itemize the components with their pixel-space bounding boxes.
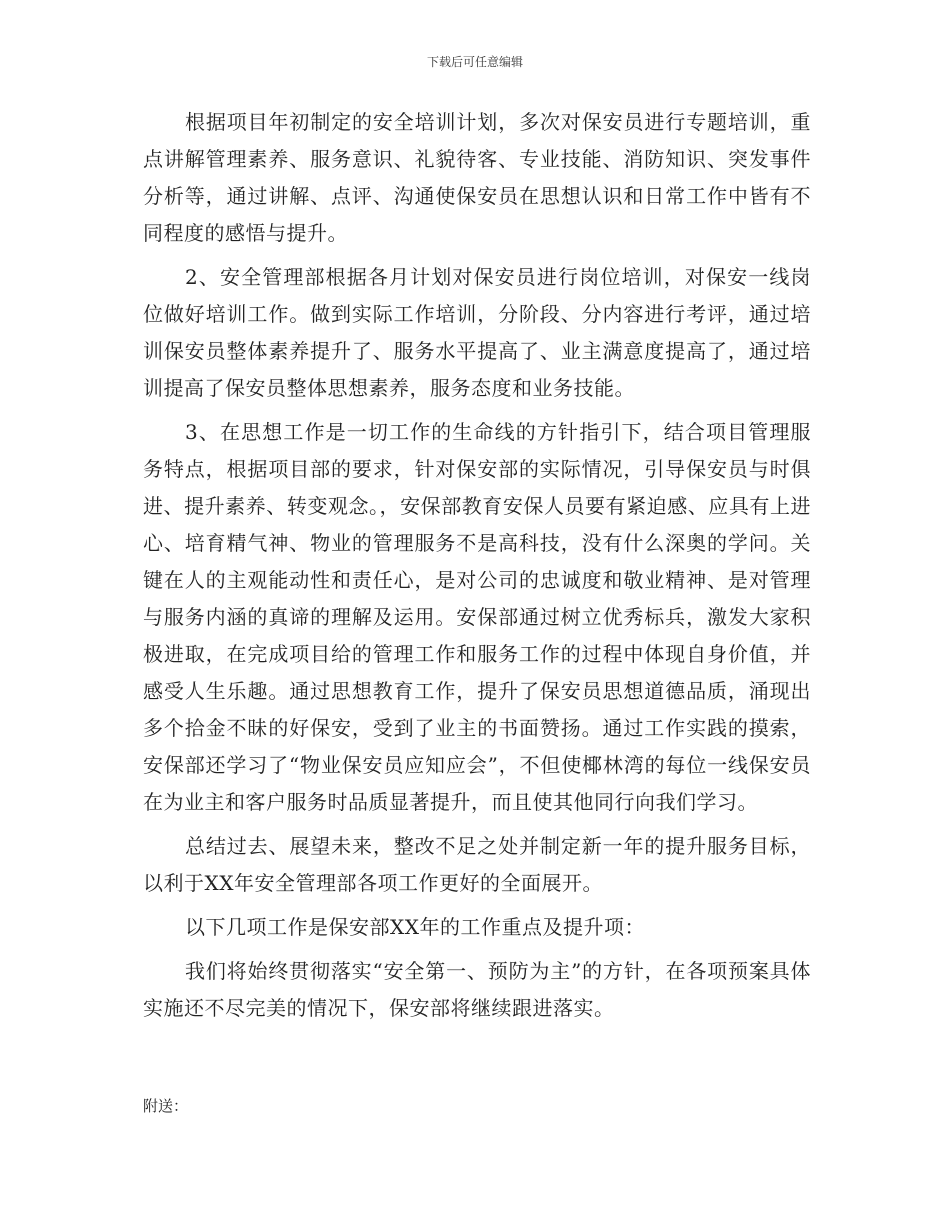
paragraph-safety-policy: 我们将始终贯彻落实“安全第一、预防为主”的方针，在各项预案具体实施还不尽完美的情况下，保安部将继续跟进落实。: [143, 959, 811, 1020]
paragraph-training-plan: 根据项目年初制定的安全培训计划，多次对保安员进行专题培训，重点讲解管理素养、服务意识、礼貌待客、专业技能、消防知识、突发事件分析等，通过讲解、点评、沟通使保安员在思想认识和日常工作中皆有不同程度的感悟与提升。: [143, 110, 811, 245]
paragraph-post-training: 2、安全管理部根据各月计划对保安员进行岗位培训，对保安一线岗位做好培训工作。做到实际工作培训，分阶段、分内容进行考评，通过培训保安员整体素养提升了、服务水平提高了、业主满意度提高了，通过培训提高了保安员整体思想素养，服务态度和业务技能。: [143, 265, 811, 400]
appendix-label: 附送：: [143, 1097, 189, 1115]
page-header-note: 下载后可任意编辑: [426, 55, 523, 69]
paragraph-key-work-intro: 以下几项工作是保安部XX年的工作重点及提升项：: [185, 915, 645, 939]
paragraph-summary: 总结过去、展望未来，整改不足之处并制定新一年的提升服务目标，以利于XX年安全管理部各项工作更好的全面展开。: [143, 834, 811, 895]
paragraph-ideological-work: 3、在思想工作是一切工作的生命线的方针指引下，结合项目管理服务特点，根据项目部的要求，针对保安部的实际情况，引导保安员与时俱进、提升素养、转变观念。，安保部教育安保人员要有紧迫感、应具有上进心、培育精气神、物业的管理服务不是高科技，没有什么深奥的学问。关键在人的主观能动性和责任心，是对公司的忠诚度和敬业精神、是对管理与服务内涵的真谛的理解及运用。安保部通过树立优秀标兵，激发大家积极进取，在完成项目给的管理工作和服务工作的过程中体现自身价值，并感受人生乐趣。通过思想教育工作，提升了保安员思想道德品质，涌现出多个拾金不昧的好保安，受到了业主的书面赞扬。通过工作实践的摸索，安保部还学习了“物业保安员应知应会”，不但使椰林湾的每位一线保安员在为业主和客户服务时品质显著提升，而且使其他同行向我们学习。: [143, 420, 811, 814]
document-body: [143, 104, 811, 1027]
